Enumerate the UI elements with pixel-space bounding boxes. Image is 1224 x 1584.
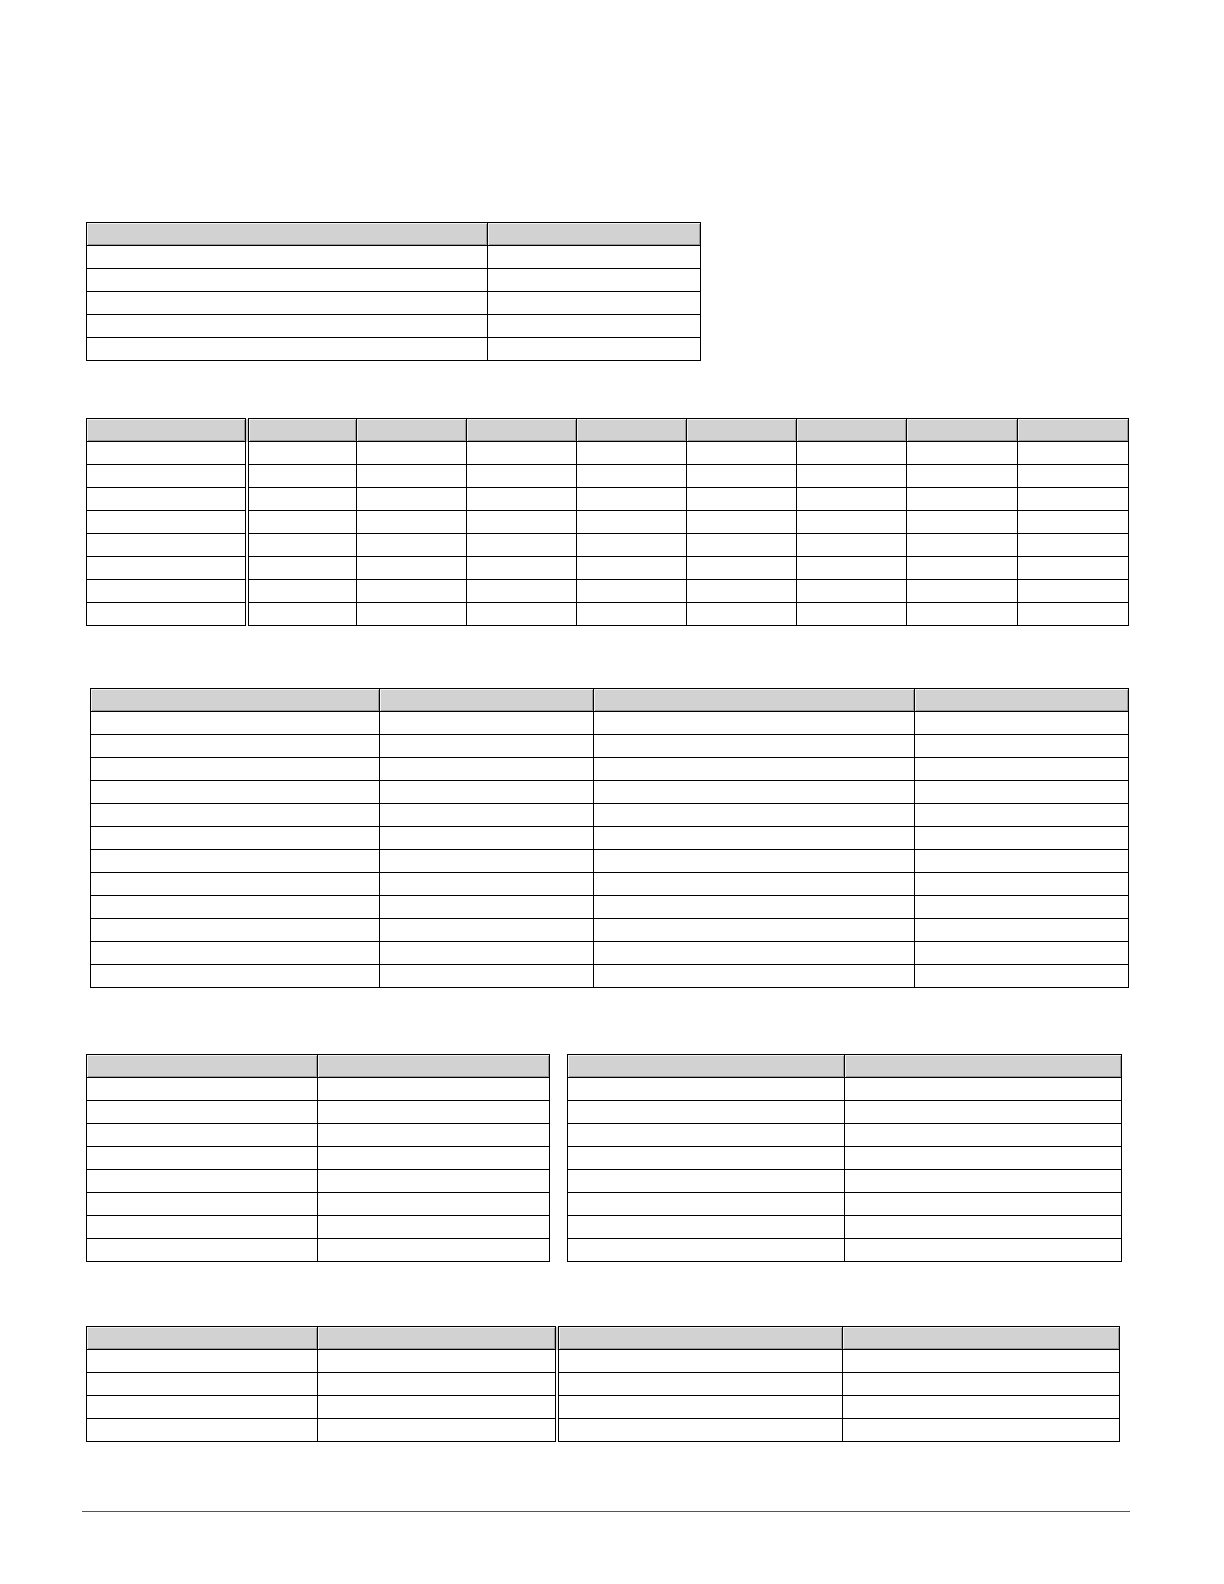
table-row xyxy=(91,758,1129,781)
table-row xyxy=(87,511,1129,534)
table-row xyxy=(87,557,1129,580)
header-cell xyxy=(467,419,577,442)
table-row xyxy=(87,603,1129,626)
table-cell xyxy=(91,965,380,988)
table-cell xyxy=(568,1193,845,1216)
table-cell xyxy=(845,1170,1122,1193)
table-cell xyxy=(797,442,907,465)
table-cell xyxy=(87,557,247,580)
footer-rule xyxy=(82,1511,1130,1512)
table-cell xyxy=(1018,488,1129,511)
table-cell xyxy=(687,488,797,511)
table-cell xyxy=(87,1373,318,1396)
header-cell xyxy=(843,1327,1120,1350)
table-cell xyxy=(357,603,467,626)
table-cell xyxy=(915,735,1129,758)
table-cell xyxy=(318,1124,550,1147)
table-cell xyxy=(87,1193,318,1216)
table-cell xyxy=(594,850,915,873)
table-cell xyxy=(557,1419,843,1442)
table-3 xyxy=(90,688,1129,988)
table-cell xyxy=(687,442,797,465)
table-cell xyxy=(1018,442,1129,465)
table-cell xyxy=(87,315,488,338)
table-cell xyxy=(915,827,1129,850)
table-cell xyxy=(467,488,577,511)
table-cell xyxy=(915,942,1129,965)
table-cell xyxy=(87,1350,318,1373)
table-cell xyxy=(87,246,488,269)
table-cell xyxy=(568,1170,845,1193)
table-cell xyxy=(87,1239,318,1262)
table-cell xyxy=(91,850,380,873)
table-cell xyxy=(467,603,577,626)
header-cell xyxy=(87,1055,318,1078)
table-cell xyxy=(915,873,1129,896)
table-row xyxy=(87,1396,1120,1419)
table-row xyxy=(87,1216,550,1239)
table-cell xyxy=(318,1396,557,1419)
table-cell xyxy=(357,511,467,534)
table-cell xyxy=(87,534,247,557)
table-cell xyxy=(380,712,594,735)
table-cell xyxy=(91,942,380,965)
table-cell xyxy=(907,534,1018,557)
table-cell xyxy=(577,580,687,603)
table-cell xyxy=(797,557,907,580)
table-cell xyxy=(594,873,915,896)
table-5 xyxy=(86,1326,1120,1442)
table-cell xyxy=(87,338,488,361)
table-cell xyxy=(318,1216,550,1239)
table-row xyxy=(568,1147,1122,1170)
table-row xyxy=(91,965,1129,988)
table-header-row xyxy=(87,1327,1120,1350)
table-cell xyxy=(87,1078,318,1101)
table-2 xyxy=(86,418,1129,626)
table-cell xyxy=(687,511,797,534)
table-cell xyxy=(797,534,907,557)
table-cell xyxy=(467,557,577,580)
table-row xyxy=(87,292,701,315)
table-cell xyxy=(568,1147,845,1170)
table-row xyxy=(87,1373,1120,1396)
table-cell xyxy=(467,465,577,488)
header-cell xyxy=(87,419,247,442)
table-cell xyxy=(1018,534,1129,557)
table-row xyxy=(87,1124,550,1147)
table-cell xyxy=(380,804,594,827)
header-cell xyxy=(318,1327,557,1350)
table-cell xyxy=(247,557,357,580)
table-cell xyxy=(318,1193,550,1216)
table-cell xyxy=(687,465,797,488)
table-cell xyxy=(318,1350,557,1373)
table-cell xyxy=(318,1147,550,1170)
table-cell xyxy=(247,580,357,603)
header-cell xyxy=(87,1327,318,1350)
table-cell xyxy=(247,442,357,465)
table-row xyxy=(87,1101,550,1124)
header-cell xyxy=(91,689,380,712)
table-cell xyxy=(568,1216,845,1239)
table-cell xyxy=(557,1396,843,1419)
table-row xyxy=(91,919,1129,942)
table-cell xyxy=(797,488,907,511)
table-cell xyxy=(568,1239,845,1262)
table-cell xyxy=(577,534,687,557)
table-cell xyxy=(380,873,594,896)
table-cell xyxy=(91,919,380,942)
table-cell xyxy=(488,338,701,361)
table-cell xyxy=(357,488,467,511)
table-cell xyxy=(91,873,380,896)
table-cell xyxy=(357,534,467,557)
table-cell xyxy=(594,758,915,781)
table-cell xyxy=(1018,603,1129,626)
table-cell xyxy=(488,315,701,338)
table-cell xyxy=(915,712,1129,735)
table-cell xyxy=(845,1078,1122,1101)
table-cell xyxy=(357,557,467,580)
table-cell xyxy=(843,1350,1120,1373)
table-cell xyxy=(87,580,247,603)
table-cell xyxy=(594,965,915,988)
table-cell xyxy=(247,603,357,626)
table-row xyxy=(87,269,701,292)
table-header-row xyxy=(87,419,1129,442)
table-cell xyxy=(594,781,915,804)
header-cell xyxy=(687,419,797,442)
table-cell xyxy=(687,603,797,626)
table-row xyxy=(87,1419,1120,1442)
header-cell xyxy=(915,689,1129,712)
table-row xyxy=(87,1239,550,1262)
header-cell xyxy=(797,419,907,442)
table-4a xyxy=(86,1054,550,1262)
table-cell xyxy=(557,1350,843,1373)
table-cell xyxy=(687,557,797,580)
table-cell xyxy=(594,896,915,919)
table-cell xyxy=(357,580,467,603)
table-row xyxy=(568,1101,1122,1124)
table-cell xyxy=(380,850,594,873)
table-cell xyxy=(87,1124,318,1147)
header-cell xyxy=(907,419,1018,442)
table-cell xyxy=(797,465,907,488)
table-cell xyxy=(357,442,467,465)
table-row xyxy=(87,465,1129,488)
table-header-row xyxy=(87,1055,550,1078)
table-cell xyxy=(845,1101,1122,1124)
header-cell xyxy=(1018,419,1129,442)
table-cell xyxy=(594,735,915,758)
table-cell xyxy=(488,292,701,315)
table-cell xyxy=(907,465,1018,488)
table-cell xyxy=(568,1124,845,1147)
table-cell xyxy=(467,580,577,603)
table-cell xyxy=(357,465,467,488)
table-cell xyxy=(568,1101,845,1124)
table-row xyxy=(91,850,1129,873)
table-row xyxy=(87,315,701,338)
table-row xyxy=(91,735,1129,758)
header-cell xyxy=(380,689,594,712)
table-row xyxy=(91,827,1129,850)
table-cell xyxy=(87,1216,318,1239)
table-cell xyxy=(91,712,380,735)
table-cell xyxy=(318,1239,550,1262)
table-cell xyxy=(91,827,380,850)
table-cell xyxy=(380,896,594,919)
table-row xyxy=(87,1078,550,1101)
table-row xyxy=(87,1147,550,1170)
table-cell xyxy=(1018,511,1129,534)
table-cell xyxy=(915,758,1129,781)
table-cell xyxy=(247,511,357,534)
table-cell xyxy=(797,580,907,603)
table-cell xyxy=(91,758,380,781)
table-row xyxy=(91,896,1129,919)
table-cell xyxy=(845,1193,1122,1216)
table-cell xyxy=(577,465,687,488)
table-row xyxy=(568,1078,1122,1101)
table-cell xyxy=(843,1419,1120,1442)
table-cell xyxy=(594,712,915,735)
header-cell xyxy=(568,1055,845,1078)
table-row xyxy=(87,534,1129,557)
table-cell xyxy=(87,1396,318,1419)
table-cell xyxy=(380,942,594,965)
table-cell xyxy=(380,758,594,781)
table-cell xyxy=(380,965,594,988)
table-cell xyxy=(488,246,701,269)
table-cell xyxy=(907,442,1018,465)
table-cell xyxy=(380,781,594,804)
table-cell xyxy=(87,1170,318,1193)
table-cell xyxy=(1018,557,1129,580)
table-cell xyxy=(594,942,915,965)
table-row xyxy=(568,1239,1122,1262)
table-cell xyxy=(797,603,907,626)
table-cell xyxy=(87,603,247,626)
table-cell xyxy=(87,442,247,465)
table-cell xyxy=(845,1147,1122,1170)
table-cell xyxy=(915,850,1129,873)
table-cell xyxy=(907,511,1018,534)
table-row xyxy=(568,1193,1122,1216)
table-cell xyxy=(87,488,247,511)
table-cell xyxy=(87,1419,318,1442)
table-row xyxy=(87,246,701,269)
table-cell xyxy=(845,1216,1122,1239)
table-cell xyxy=(907,557,1018,580)
table-cell xyxy=(87,1147,318,1170)
header-cell xyxy=(845,1055,1122,1078)
table-cell xyxy=(318,1078,550,1101)
table-cell xyxy=(87,269,488,292)
table-cell xyxy=(247,534,357,557)
table-cell xyxy=(87,1101,318,1124)
table-row xyxy=(568,1216,1122,1239)
table-cell xyxy=(87,511,247,534)
table-cell xyxy=(843,1373,1120,1396)
table-cell xyxy=(91,896,380,919)
table-cell xyxy=(843,1396,1120,1419)
header-cell xyxy=(318,1055,550,1078)
table-cell xyxy=(467,534,577,557)
table-row xyxy=(87,338,701,361)
table-cell xyxy=(907,580,1018,603)
table-1 xyxy=(86,222,701,361)
table-row xyxy=(87,442,1129,465)
table-row xyxy=(87,1350,1120,1373)
table-cell xyxy=(467,511,577,534)
table-cell xyxy=(467,442,577,465)
table-cell xyxy=(318,1373,557,1396)
table-cell xyxy=(380,827,594,850)
table-cell xyxy=(91,804,380,827)
table-cell xyxy=(87,292,488,315)
header-cell xyxy=(87,223,488,246)
table-cell xyxy=(687,534,797,557)
table-cell xyxy=(91,781,380,804)
table-cell xyxy=(1018,580,1129,603)
table-row xyxy=(87,580,1129,603)
table-cell xyxy=(915,965,1129,988)
header-cell xyxy=(488,223,701,246)
table-cell xyxy=(594,804,915,827)
table-cell xyxy=(907,488,1018,511)
table-cell xyxy=(915,919,1129,942)
table-cell xyxy=(907,603,1018,626)
table-row xyxy=(91,942,1129,965)
table-cell xyxy=(557,1373,843,1396)
table-cell xyxy=(915,896,1129,919)
table-cell xyxy=(845,1124,1122,1147)
header-cell xyxy=(357,419,467,442)
table-cell xyxy=(915,781,1129,804)
table-header-row xyxy=(91,689,1129,712)
table-row xyxy=(87,1170,550,1193)
table-row xyxy=(91,712,1129,735)
header-cell xyxy=(557,1327,843,1350)
table-cell xyxy=(915,804,1129,827)
table-cell xyxy=(247,488,357,511)
table-cell xyxy=(87,465,247,488)
table-header-row xyxy=(87,223,701,246)
table-row xyxy=(91,804,1129,827)
table-cell xyxy=(488,269,701,292)
table-cell xyxy=(594,827,915,850)
table-cell xyxy=(577,511,687,534)
table-cell xyxy=(318,1419,557,1442)
table-row xyxy=(87,1193,550,1216)
table-cell xyxy=(687,580,797,603)
table-cell xyxy=(577,442,687,465)
table-cell xyxy=(594,919,915,942)
table-cell xyxy=(380,735,594,758)
table-row xyxy=(87,488,1129,511)
table-cell xyxy=(568,1078,845,1101)
table-cell xyxy=(1018,465,1129,488)
table-cell xyxy=(318,1170,550,1193)
table-cell xyxy=(91,735,380,758)
table-row xyxy=(91,873,1129,896)
table-cell xyxy=(318,1101,550,1124)
table-header-row xyxy=(568,1055,1122,1078)
table-cell xyxy=(577,488,687,511)
table-cell xyxy=(247,465,357,488)
header-cell xyxy=(577,419,687,442)
table-row xyxy=(568,1170,1122,1193)
table-cell xyxy=(380,919,594,942)
table-4b xyxy=(567,1054,1122,1262)
table-cell xyxy=(797,511,907,534)
header-cell xyxy=(247,419,357,442)
table-cell xyxy=(577,557,687,580)
table-cell xyxy=(577,603,687,626)
table-cell xyxy=(845,1239,1122,1262)
header-cell xyxy=(594,689,915,712)
table-row xyxy=(568,1124,1122,1147)
table-row xyxy=(91,781,1129,804)
